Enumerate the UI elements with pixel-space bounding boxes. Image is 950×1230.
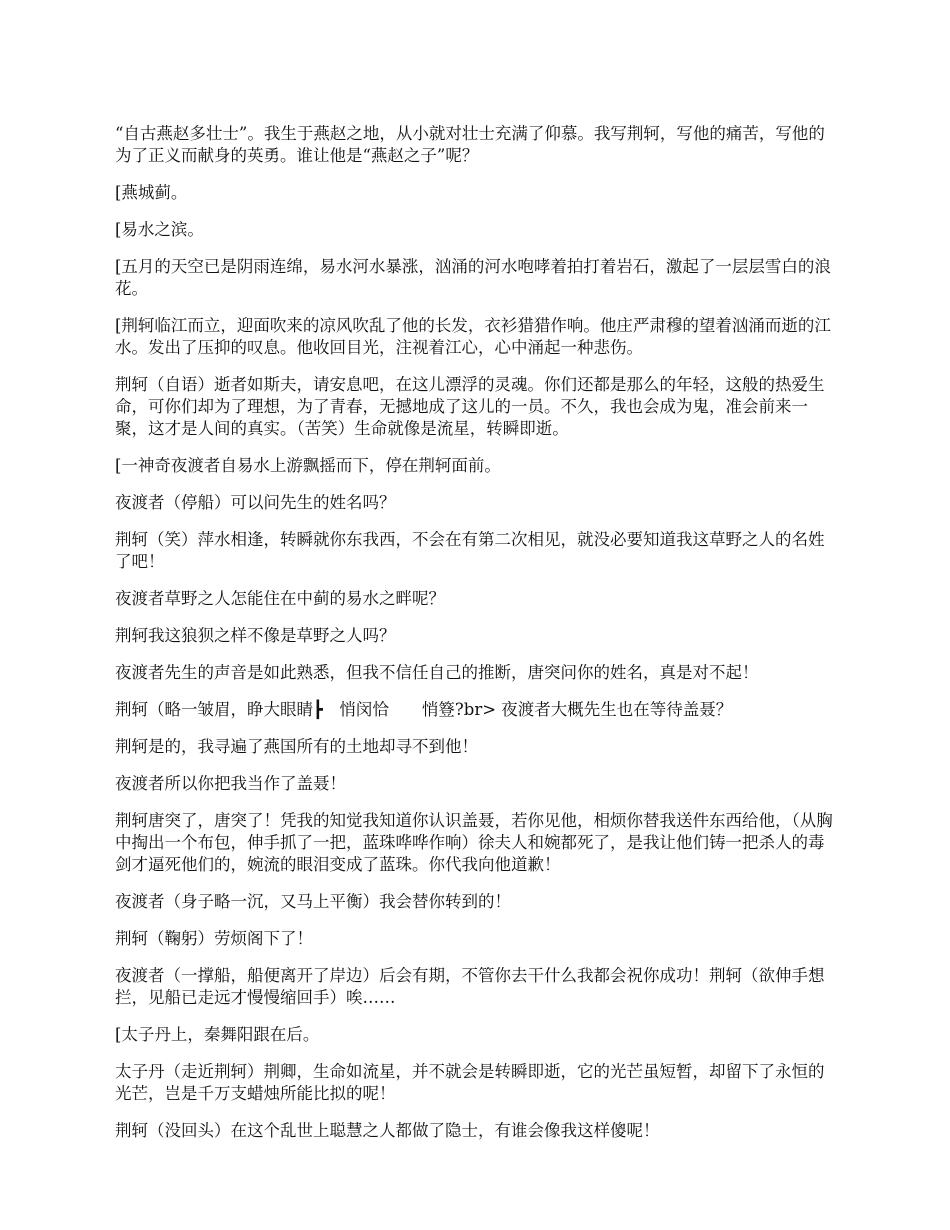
paragraph-intro: “自古燕赵多壮士”。我生于燕赵之地，从小就对壮士充满了仰慕。我写荆轲，写他的痛苦，写他的为了正义而献身的英勇。谁让他是“燕赵之子”呢？: [115, 124, 825, 165]
paragraph-stage-setting: [易水之滨。: [115, 220, 204, 239]
paragraph-dialogue: 荆轲唐突了，唐突了！凭我的知觉我知道你认识盖聂，若你见他，相烦你替我送件东西给他，（从胸中掏出一个布包，伸手抓了一把，蓝珠哗哗作响）徐夫人和婉都死了，是我让他们铸一把杀人的毒剑才逼死他们的，婉流的眼泪变成了蓝珠。你代我向他道歉！: [115, 811, 833, 874]
paragraph-dialogue: 荆轲（鞠躬）劳烦阁下了！: [115, 929, 313, 948]
paragraph-dialogue: 荆轲（笑）萍水相逢，转瞬就你东我西，不会在有第二次相见，就没必要知道我这草野之人的名姓了吧！: [115, 530, 825, 571]
paragraph-stage-jingke: [荆轲临江而立，迎面吹来的凉风吹乱了他的长发，衣衫猎猎作响。他庄严肃穆的望着汹涌而逝的江水。发出了压抑的叹息。他收回目光，注视着江心，心中涌起一种悲伤。: [115, 316, 831, 357]
paragraph-dialogue: 荆轲（没回头）在这个乱世上聪慧之人都做了隐士，有谁会像我这样傻呢！: [115, 1121, 660, 1140]
paragraph-dialogue: 夜渡者（停船）可以问先生的姓名吗？: [115, 493, 396, 512]
paragraph-dialogue: 荆轲是的，我寻遍了燕国所有的土地却寻不到他！: [115, 737, 478, 756]
paragraph-dialogue: 夜渡者（身子略一沉，又马上平衡）我会替你转到的！: [115, 892, 511, 911]
paragraph-dialogue: 太子丹（走近荆轲）荆卿，生命如流星，并不就会是转瞬即逝，它的光芒虽短暂，却留下了永恒的光芒，岂是千万支蜡烛所能比拟的呢！: [115, 1062, 825, 1103]
paragraph-stage-prince: [太子丹上，秦舞阳跟在后。: [115, 1025, 320, 1044]
paragraph-stage-location: [燕城蓟。: [115, 183, 188, 202]
paragraph-dialogue: 夜渡者草野之人怎能住在中蓟的易水之畔呢？: [115, 589, 445, 608]
paragraph-stage-ferryman: [一神奇夜渡者自易水上游飘摇而下，停在荆轲面前。: [115, 456, 501, 475]
paragraph-dialogue: 夜渡者先生的声音是如此熟悉，但我不信任自己的推断，唐突问你的姓名，真是对不起！: [115, 663, 759, 682]
paragraph-dialogue: 荆轲我这狼狈之样不像是草野之人吗？: [115, 626, 396, 645]
paragraph-dialogue: 荆轲（自语）逝者如斯夫，请安息吧，在这儿漂浮的灵魂。你们还都是那么的年轻，这般的热爱生命，可你们却为了理想，为了青春，无撼地成了这儿的一员。不久，我也会成为鬼，准会前来一聚，这才是人间的真实。（苦笑）生命就像是流星，转瞬即逝。: [115, 375, 825, 438]
paragraph-dialogue: 夜渡者所以你把我当作了盖聂！: [115, 774, 346, 793]
document-body: [115, 123, 840, 1157]
paragraph-stage-weather: [五月的天空已是阴雨连绵，易水河水暴涨，汹涌的河水咆哮着拍打着岩石，激起了一层层雪白的浪花。: [115, 257, 831, 298]
paragraph-dialogue: 夜渡者（一撑船，船便离开了岸边）后会有期，不管你去干什么我都会祝你成功！荆轲（欲伸手想拦，见船已走远才慢慢缩回手）唉……: [115, 966, 825, 1007]
paragraph-dialogue: 荆轲（略一皱眉，睁大眼睛┣ 悄闵恰 悄簦?br> 夜渡者大概先生也在等待盖聂？: [115, 700, 733, 719]
